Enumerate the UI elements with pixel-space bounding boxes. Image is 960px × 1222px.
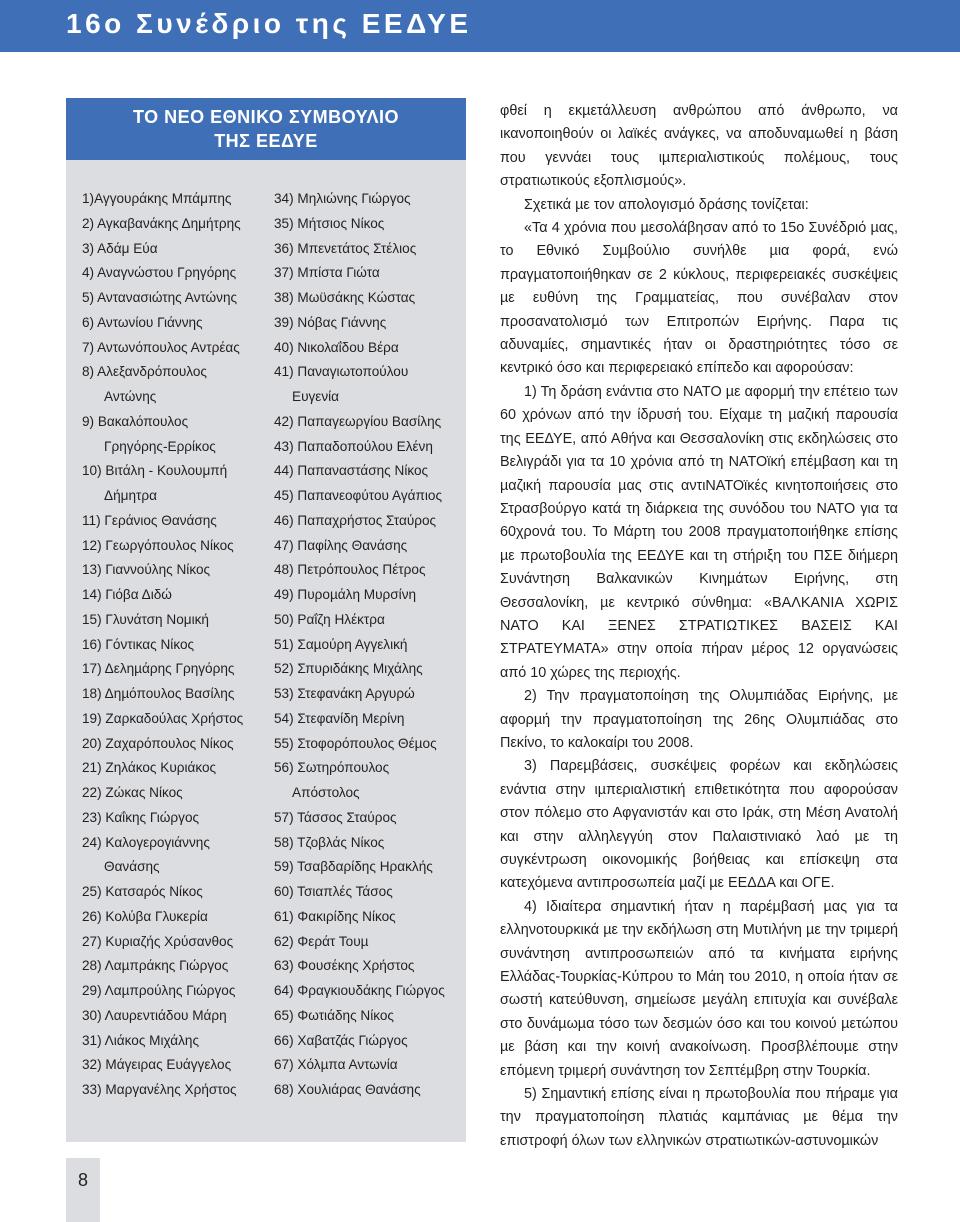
member-list-item: 49) Πυροµάλη Μυρσίνη (274, 587, 417, 602)
article-paragraph: 5) Σηµαντική επίσης είναι η πρωτοβουλία που πήραµε για την πραγµατοποίηση πλατιάς καµπάνιας µε θέµα την επιστροφή όλων των ελληνικών στρατιωτικών-αστυνοµικών (500, 1086, 898, 1149)
member-list-item: 25) Κατσαρός Νίκος (82, 884, 203, 899)
article-paragraph: «Τα 4 χρόνια που µεσολάβησαν από το 15ο Συνέδριό µας, το Εθνικό Συµβούλιο συνήλθε µια φορά, ενώ πραγµατοποιήθηκαν σε 2 κύκλους, περιφερειακές συσκέψεις µε ευθύνη της Γραµµατείας, που συνέβαλαν στον προσανατολισµό των Επιτροπών Ειρήνης. Παρα τις αδυναµίες, σηµαντικές ήταν οι δραστηριότητες τόσο σε κεντρικό όσο και περιφερειακό επίπεδο και αφορούσαν: (500, 220, 898, 377)
member-list-item: 3) Αδάμ Εύα (82, 240, 158, 256)
member-list-item: 31) Λιάκος Μιχάλης (82, 1032, 200, 1048)
member-list-item: 14) Γιόβα Διδώ (82, 587, 172, 602)
member-list-item: 5) Αντανασιώτης Αντώνης (82, 290, 238, 305)
member-list-item: 17) Δεληµάρης Γρηγόρης (82, 661, 235, 677)
member-list-item: 52) Σπυριδάκης Μιχάλης (274, 661, 423, 677)
member-list-item: 53) Στεφανάκη Αργυρώ (274, 686, 415, 701)
member-list-item: 67) Χόλµπα Αντωνία (274, 1057, 398, 1073)
member-list-item: 48) Πετρόπουλος Πέτρος (274, 562, 426, 578)
member-list-item: 65) Φωτιάδης Νίκος (274, 1007, 394, 1023)
member-list-item: 13) Γιαννούλης Νίκος (82, 562, 211, 578)
member-list-item: 29) Λαµπρούλης Γιώργος (82, 983, 236, 998)
member-list-item: 39) Νόβας Γιάννης (274, 314, 387, 330)
member-list-item: 18) Δηµόπουλος Βασίλης (82, 686, 235, 701)
member-list-item: 38) Μωϋσάκης Κώστας (274, 290, 416, 305)
member-list-item: 34) Μηλιώνης Γιώργος (274, 191, 411, 206)
member-list-item: 55) Στοφορόπουλος Θέµος (274, 735, 437, 751)
member-list-item: 28) Λαµπράκης Γιώργος (82, 958, 229, 974)
member-list-item: 16) Γόντικας Νίκος (82, 636, 195, 652)
member-list-item: 22) Ζώκας Νίκος (82, 785, 183, 800)
member-list-item: 11) Γεράνιος Θανάσης (82, 512, 217, 528)
member-list-item: 44) Παπαναστάσης Νίκος (274, 463, 429, 479)
member-list-item: 12) Γεωργόπουλος Νίκος (82, 537, 234, 553)
article-paragraph: Σχετικά µε τον απολογισµό δράσης τονίζεται: (524, 196, 809, 213)
member-list-item: 41) Παναγιωτοπούλου (274, 364, 409, 380)
member-list-item: Γρηγόρης-Ερρίκος (104, 438, 216, 454)
member-list-right (274, 187, 474, 1103)
member-list-item: 20) Ζαχαρόπουλος Νίκος (82, 735, 234, 751)
council-box-title-line2: ΤΗΣ ΕΕΔΥΕ (214, 131, 318, 151)
member-list-item: 24) Καλογερογιάννης (82, 834, 210, 850)
member-list-item: 62) Φεράτ Τουµ (274, 933, 369, 949)
page-number-tab (66, 1158, 100, 1222)
member-list-item: 15) Γλυνάτση Νομική (82, 611, 209, 627)
article-text (500, 100, 898, 1153)
member-list-item: 61) Φακιρίδης Νίκος (274, 908, 396, 924)
member-list-item: 2) Αγκαβανάκης Δημήτρης (82, 215, 241, 231)
council-box-title (66, 98, 466, 160)
member-list-item: 33) Μαργανέλης Χρήστος (82, 1082, 237, 1097)
member-list-item: 21) Ζηλάκος Κυριάκος (82, 760, 217, 776)
member-list-item: Θανάσης (104, 859, 160, 875)
member-list-item: 43) Παπαδοπούλου Ελένη (274, 438, 433, 454)
member-list-item: 54) Στεφανίδη Μερίνη (274, 710, 405, 726)
member-list-item: 46) Παπαχρήστος Σταύρος (274, 512, 437, 528)
member-list-item: 8) Αλεξανδρόπουλος (82, 364, 207, 380)
member-list-item: 35) Μήτσιος Νίκος (274, 215, 385, 231)
member-list-item: 27) Κυριαζής Χρύσανθος (82, 933, 234, 949)
member-list-item: Δήμητρα (104, 488, 157, 503)
member-list-item: 4) Αναγνώστου Γρηγόρης (82, 265, 237, 281)
member-list-item: 40) Νικολαΐδου Βέρα (274, 339, 399, 355)
council-box-title-line1: ΤΟ ΝΕΟ ΕΘΝΙΚΟ ΣΥΜΒΟΥΛΙΟ (132, 107, 400, 127)
member-list-item: 47) Παφίλης Θανάσης (274, 537, 408, 553)
member-list-item: 1)Αγγουράκης Μπάμπης (82, 191, 232, 206)
member-list-item: 23) Καΐκης Γιώργος (82, 809, 200, 825)
member-list-item: 10) Βιτάλη - Κουλουμπή (82, 463, 228, 479)
member-list-item: 36) Μπενετάτος Στέλιος (274, 240, 417, 256)
member-list-item: 60) Τσιαπλές Τάσος (274, 884, 393, 899)
member-list-item: 63) Φουσέκης Χρήστος (274, 958, 415, 974)
member-list-item: 19) Ζαρκαδούλας Χρήστος (82, 710, 244, 726)
member-list-item: 45) Παπανεοφύτου Αγάπιος (274, 488, 442, 503)
member-list-item: Απόστολος (292, 785, 360, 800)
article-paragraph: φθεί η εκµετάλλευση ανθρώπου από άνθρωπο, να ικανοποιηθούν οι λαϊκές ανάγκες, να αποδυναµωθεί η βάση που γεννάει τους ιµπεριαλιστικούς πολέµους, τους στρατιωτικούς εξοπλισµούς». (500, 103, 898, 190)
member-list-item: 37) Μπίστα Γιώτα (274, 265, 380, 281)
member-list-item: 51) Σαµούρη Αγγελική (274, 636, 408, 652)
page-title: 16ο Συνέδριο της ΕΕΔΥΕ (66, 8, 472, 39)
member-list-item: 56) Σωτηρόπουλος (274, 760, 390, 776)
member-list-item: 64) Φραγκιουδάκης Γιώργος (274, 983, 445, 998)
article-paragraph: 2) Την πραγµατοποίηση της Ολυµπιάδας Ειρήνης, µε αφορµή την πραγµατοποίηση της 26ης Ολυµπιάδας στο Πεκίνο, το καλοκαίρι του 2008. (500, 688, 898, 751)
member-list-item: Αντώνης (104, 389, 157, 404)
member-list-item: 59) Τσαβδαρίδης Ηρακλής (274, 859, 433, 875)
article-paragraph: 1) Τη δράση ενάντια στο ΝΑΤΟ µε αφορµή την επέτειο των 60 χρόνων από την ίδρυσή του. Είχαµε τη µαζική παρουσία της ΕΕΔΥΕ, από Αθήνα και Θεσσαλονίκη στις εκδηλώσεις στο Βελιγράδι για τα 10 χρόνια από τη ΝΑΤΟϊκή επέµβαση και τη µαζική παρουσία µας στις αντιΝΑΤΟϊκές κινητοποιήσεις στο Στρασβούργο κατά τη διάρκεια της συνόδου του ΝΑΤΟ για τα 60χρονά του. Το Μάρτη του 2008 πραγµατοποιήθηκε επίσης µε πρωτοβουλία της ΕΕΔΥΕ και τη στήριξη του ΠΣΕ διήµερη Συνάντηση Βαλκανικών Κινηµάτων Ειρήνης, στη Θεσσαλονίκη, µε κεντρικό σύνθηµα: «ΒΑΛΚΑΝΙΑ ΧΩΡΙΣ ΝΑΤΟ ΚΑΙ ΞΕΝΕΣ ΣΤΡΑΤΙΩΤΙΚΕΣ ΒΑΣΕΙΣ ΚΑΙ ΣΤΡΑΤΕΥΜΑΤΑ» στην οποία πήραν µέρος 12 οργανώσεις από 10 χώρες της περιοχής. (500, 383, 898, 681)
member-list-item: 42) Παπαγεωργίου Βασίλης (274, 413, 442, 429)
member-list-item: 66) Χαβατζάς Γιώργος (274, 1032, 408, 1048)
article-paragraph: 3) Παρεµβάσεις, συσκέψεις φορέων και εκδηλώσεις ενάντια στην ιµπεριαλιστική επιθετικότητα που αφορούσαν στον πόλεµο στο Αφγανιστάν και στο Ιράκ, στη Μέση Ανατολή και στην αλληλεγγύη στον Παλαιστινιακό λαό µε τη συγκέντρωση οικονοµικής βοήθειας και επίσκεψη στα κατεχόµενα αντιπροσωπεία µαζί µε ΕΕΔΔΑ και ΟΓΕ. (500, 758, 898, 892)
member-list-item: 26) Κολύβα Γλυκερία (82, 908, 208, 924)
member-list-item: 30) Λαυρεντιάδου Μάρη (82, 1007, 227, 1023)
article-paragraph: 4) Ιδιαίτερα σηµαντική ήταν η παρέµβασή µας για τα ελληνοτουρκικά µε την εκδήλωση στη Μυτιλήνη µε την τριµερή συνάντηση αντιπροσωπειών από τα κινήµατα ειρήνης Ελλάδας-Τουρκίας-Κύπρου το Μάη του 2010, η οποία ήταν σε σωστή κατεύθυνση, σηµείωσε µεγάλη επιτυχία και συνέβαλε στο δυνάµωµα τόσο των δεσµών όσο και του κοινού µετώπου µε βάση και την κοινή ανακοίνωση. Προσβλέπουµε στην επόµενη τριµερή συνάντηση τον Σεπτέµβρη στην Τουρκία. (500, 898, 898, 1079)
member-list-item: 58) Τζοβλάς Νίκος (274, 834, 385, 850)
member-list-item: 68) Χουλιάρας Θανάσης (274, 1082, 421, 1097)
member-list-item: 6) Αντωνίου Γιάννης (82, 314, 203, 330)
member-list-item: 57) Τάσσος Σταύρος (274, 809, 397, 825)
page-number: 8 (77, 1170, 88, 1190)
member-list-item: 50) Ραΐζη Ηλέκτρα (274, 611, 385, 627)
member-list-item: 7) Αντωνόπουλος Αντρέας (82, 339, 240, 355)
member-list-item: 32) Μάγειρας Ευάγγελος (82, 1057, 232, 1073)
member-list-left (82, 187, 282, 1103)
member-list-item: 9) Βακαλόπουλος (82, 413, 189, 429)
member-list-item: Ευγενία (292, 389, 340, 404)
